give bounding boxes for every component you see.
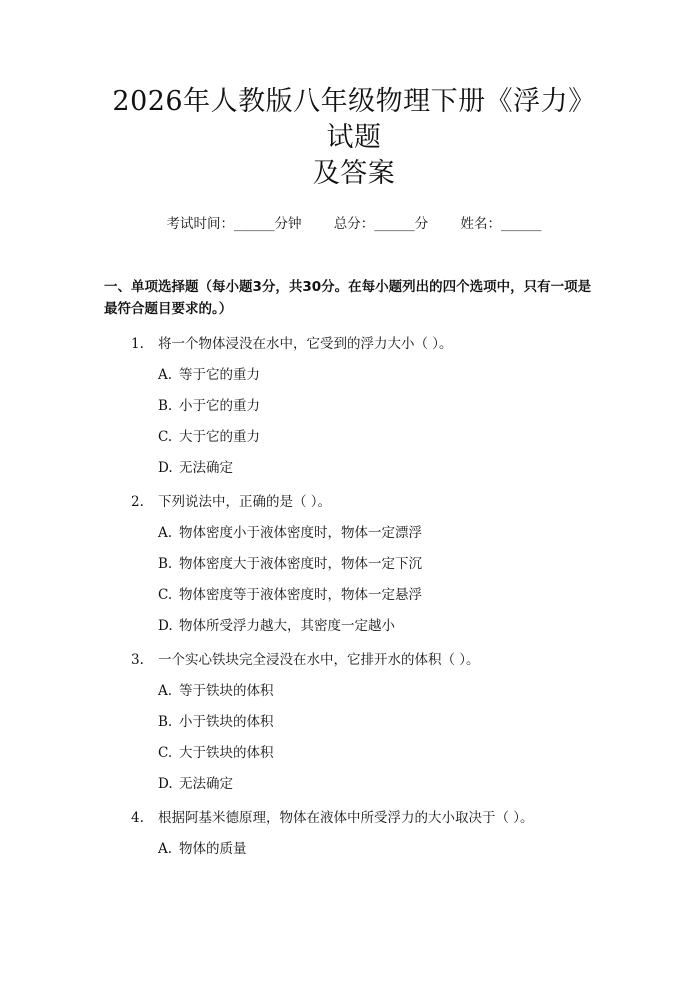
option-letter: D.: [158, 460, 173, 476]
option-text: 等于铁块的体积: [179, 683, 274, 699]
option-text: 物体密度小于液体密度时，物体一定漂浮: [179, 525, 422, 541]
question-2-options: [104, 523, 604, 636]
question-4: [104, 808, 604, 828]
question-number: 4.: [131, 810, 144, 826]
total-score-blank: ______: [374, 216, 415, 232]
option-text: 物体密度等于液体密度时，物体一定悬浮: [179, 587, 422, 603]
option-letter: A.: [158, 525, 173, 541]
option-item: [158, 585, 604, 605]
question-3: [104, 650, 604, 670]
option-item: [158, 365, 604, 385]
option-text: 等于它的重力: [179, 367, 260, 383]
option-letter: D.: [158, 776, 173, 792]
option-letter: A.: [158, 841, 173, 857]
option-text: 小于铁块的体积: [179, 714, 274, 730]
student-name-field: [461, 216, 542, 232]
exam-time-blank: ______: [233, 216, 275, 232]
title-line-1: 2026年人教版八年级物理下册《浮力》试题: [112, 86, 596, 153]
total-score-unit: 分: [414, 216, 429, 232]
title-line-2: 及答案: [312, 158, 396, 189]
question-1: [104, 334, 604, 354]
question-text: 一个实心铁块完全浸没在水中，它排开水的体积（ ）。: [158, 652, 480, 668]
option-item: [158, 458, 604, 478]
option-item: [158, 396, 604, 416]
section-1-heading: 一、单项选择题（每小题3分，共30分。在每小题列出的四个选项中，只有一项是最符合题目要求的。）: [104, 279, 592, 317]
student-name-blank: ______: [501, 216, 542, 232]
question-1-options: [104, 365, 604, 478]
option-item: [158, 554, 604, 574]
option-item: [158, 681, 604, 701]
option-letter: B.: [158, 556, 173, 572]
option-letter: B.: [158, 714, 173, 730]
question-text: 下列说法中，正确的是（ ）。: [158, 494, 332, 510]
option-text: 小于它的重力: [179, 398, 260, 414]
question-text: 将一个物体浸没在水中，它受到的浮力大小（ ）。: [158, 336, 453, 352]
option-letter: A.: [158, 683, 173, 699]
exam-meta: [104, 214, 604, 234]
option-letter: A.: [158, 367, 173, 383]
question-number: 3.: [131, 652, 144, 668]
option-letter: C.: [158, 745, 173, 761]
exam-time-label: 考试时间：: [166, 216, 234, 232]
option-letter: C.: [158, 587, 173, 603]
option-item: [158, 774, 604, 794]
option-letter: D.: [158, 618, 173, 634]
option-text: 大于铁块的体积: [179, 745, 274, 761]
question-number: 1.: [131, 336, 144, 352]
exam-page: [0, 84, 700, 989]
total-score-field: [334, 216, 429, 232]
option-item: [158, 839, 604, 859]
option-letter: B.: [158, 398, 173, 414]
exam-time-unit: 分钟: [274, 216, 302, 232]
option-text: 物体所受浮力越大，其密度一定越小: [179, 618, 395, 634]
student-name-label: 姓名：: [460, 216, 502, 232]
question-4-options: [104, 839, 604, 859]
option-text: 无法确定: [179, 460, 233, 476]
question-2: [104, 492, 604, 512]
question-number: 2.: [131, 494, 144, 510]
option-text: 无法确定: [179, 776, 233, 792]
question-3-options: [104, 681, 604, 794]
question-text: 根据阿基米德原理，物体在液体中所受浮力的大小取决于（ ）。: [158, 810, 534, 826]
total-score-label: 总分：: [333, 216, 375, 232]
option-item: [158, 616, 604, 636]
option-letter: C.: [158, 429, 173, 445]
option-item: [158, 712, 604, 732]
document-title: [104, 84, 604, 192]
option-item: [158, 743, 604, 763]
option-item: [158, 427, 604, 447]
exam-time-field: [166, 216, 301, 232]
option-text: 物体密度大于液体密度时，物体一定下沉: [179, 556, 422, 572]
option-item: [158, 523, 604, 543]
option-text: 大于它的重力: [179, 429, 260, 445]
option-text: 物体的质量: [179, 841, 247, 857]
